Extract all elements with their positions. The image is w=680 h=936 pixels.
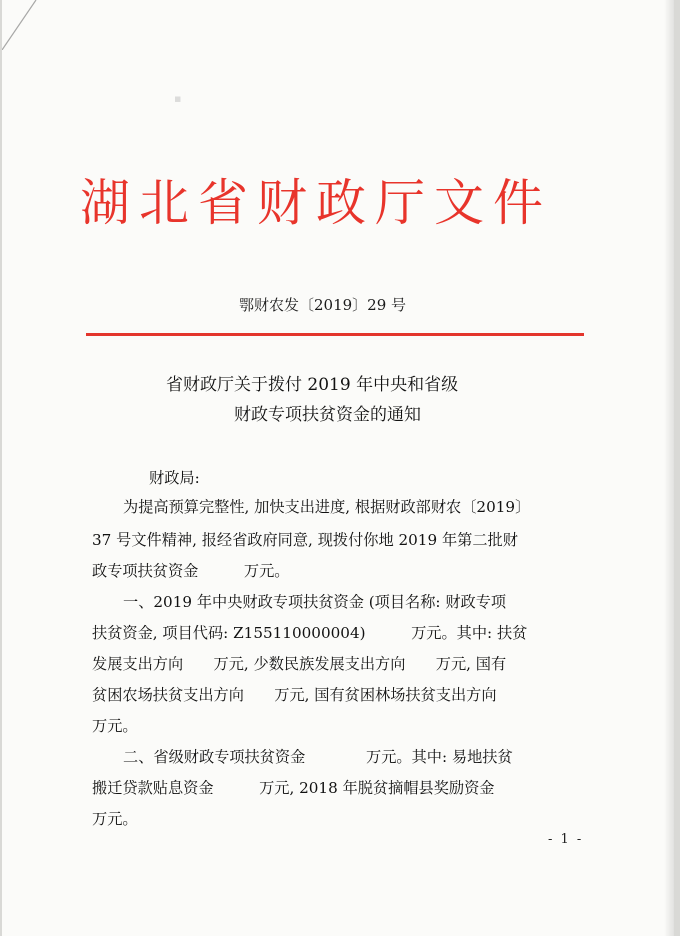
- document-page: [2, 0, 674, 936]
- salutation: 财政局:: [149, 469, 200, 487]
- notice-title-line-2: 财政专项扶贫资金的通知: [234, 405, 421, 425]
- body-line: 一、2019 年中央财政专项扶贫资金 (项目名称: 财政专项: [123, 593, 507, 611]
- body-line: 37 号文件精神, 报经省政府同意, 现拨付你地 2019 年第二批财: [92, 531, 518, 549]
- issuer-header-title: 湖北省财政厅文件: [80, 174, 552, 232]
- body-line: 贫困农场扶贫支出方向 万元, 国有贫困林场扶贫支出方向: [92, 686, 497, 704]
- body-line: 万元。: [92, 810, 138, 828]
- scan-corner-fold: [2, 0, 42, 50]
- bleed-through-mark: ▪: [174, 92, 183, 105]
- red-separator-rule: [86, 333, 584, 336]
- body-line: 为提高预算完整性, 加快支出进度, 根据财政部财农〔2019〕: [123, 498, 531, 516]
- body-line: 搬迁贷款贴息资金 万元, 2018 年脱贫摘帽县奖励资金: [92, 779, 495, 797]
- body-line: 扶贫资金, 项目代码: Z155110000004) 万元。其中: 扶贫: [92, 624, 528, 642]
- document-number: 鄂财农发〔2019〕29 号: [239, 296, 407, 314]
- body-line: 发展支出方向 万元, 少数民族发展支出方向 万元, 国有: [92, 655, 507, 673]
- body-line: 政专项扶贫资金 万元。: [92, 562, 290, 580]
- body-line: 万元。: [92, 717, 138, 735]
- body-line: 二、省级财政专项扶贫资金 万元。其中: 易地扶贫: [123, 748, 513, 766]
- page-edge-shadow: [664, 0, 674, 936]
- page-number: - 1 -: [548, 832, 584, 847]
- notice-title-line-1: 省财政厅关于拨付 2019 年中央和省级: [166, 375, 459, 395]
